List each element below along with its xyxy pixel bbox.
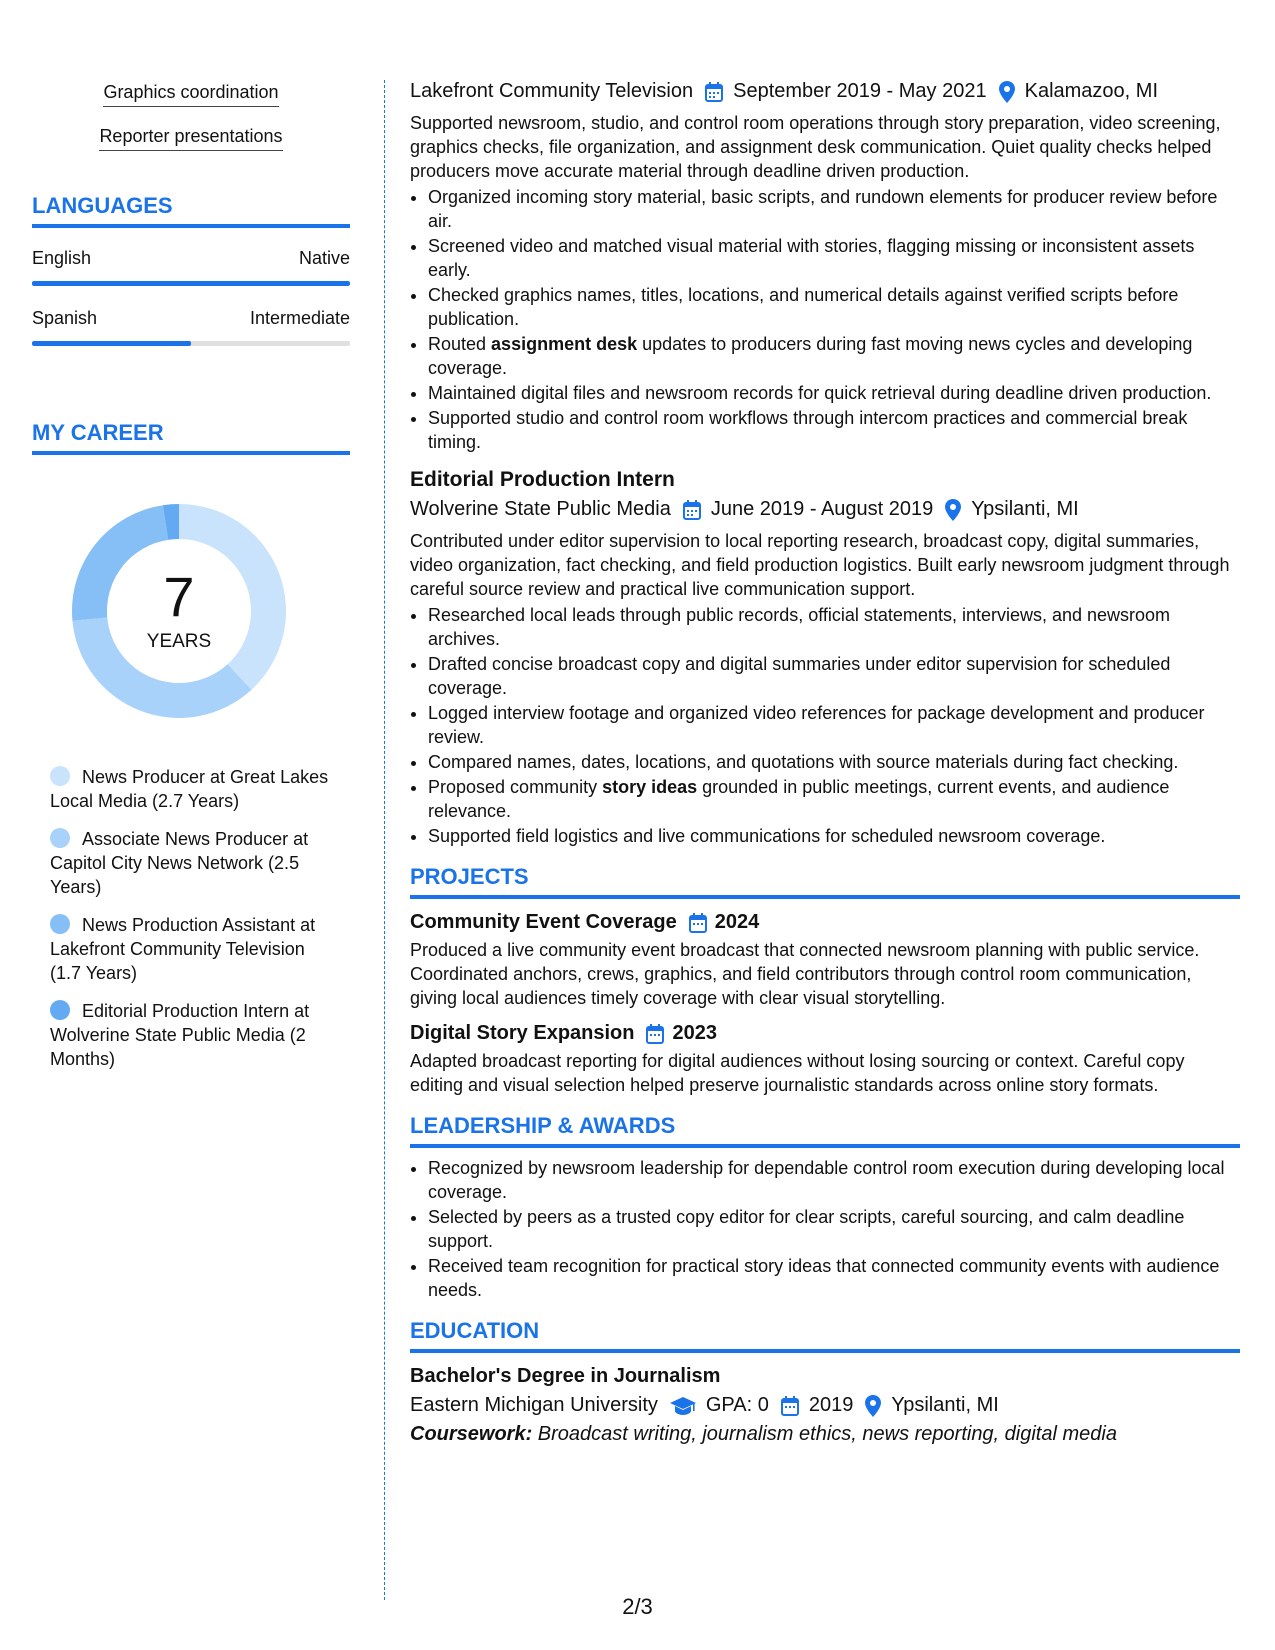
bullet-text: Proposed community — [428, 777, 603, 797]
job-summary: Contributed under editor supervision to local reporting research, broadcast copy, digital summaries, video organization, fact checking, and field production logistics. Built early newsroom judgment through careful source review and practical live communication support. — [410, 531, 1230, 599]
legend-item — [50, 913, 330, 985]
project-description: Produced a live community event broadcast that connected newsroom planning with public service. Coordinated anchors, crews, graphics, and field contributors through control room communication, giving local audiences timely coverage with clear visual storytelling. — [410, 940, 1200, 1008]
language-bar-fill — [32, 341, 191, 346]
job-bullet: • Compared names, dates, locations, and quotations with source materials during fact checking. — [428, 750, 1240, 774]
job-dates: June 2019 - August 2019 — [710, 498, 934, 520]
language-english — [32, 248, 350, 286]
skill-tag — [32, 82, 350, 107]
language-spanish — [32, 308, 350, 346]
project-name: Digital Story Expansion — [410, 1022, 635, 1044]
legend-item — [50, 827, 330, 899]
legend-label: News Producer at Great Lakes Local Media (2.7 Years) — [50, 767, 329, 811]
company-name: Lakefront Community Television — [410, 80, 694, 102]
award-bullet: • Selected by peers as a trusted copy editor for clear scripts, careful sourcing, and calm deadline support. — [428, 1205, 1240, 1253]
legend-item — [50, 999, 330, 1071]
education-heading: EDUCATION — [410, 1318, 1240, 1353]
job-bullet — [428, 775, 1240, 823]
language-bar-fill — [32, 281, 350, 286]
career-unit: YEARS — [146, 631, 212, 652]
career-total: 7 — [163, 565, 195, 628]
sidebar — [32, 82, 350, 1085]
job-bullet: • Researched local leads through public records, official statements, interviews, and newsroom archives. — [428, 603, 1240, 651]
school-location: Ypsilanti, MI — [891, 1394, 999, 1416]
job-bullet: • Supported studio and control room workflows through intercom practices and commercial break timing. — [428, 406, 1240, 454]
legend-label: Editorial Production Intern at Wolverine State Public Media (2 Months) — [50, 1001, 310, 1069]
gpa: GPA: 0 — [705, 1394, 769, 1416]
projects-heading: PROJECTS — [410, 864, 1240, 899]
job-bullet: • Organized incoming story material, basic scripts, and rundown elements for producer review before air. — [428, 185, 1240, 233]
legend-dot — [50, 1000, 70, 1020]
project-entry — [410, 911, 1240, 1010]
language-bar — [32, 341, 350, 346]
legend-dot — [50, 766, 70, 786]
languages-heading: LANGUAGES — [32, 193, 350, 228]
coursework — [410, 1423, 1240, 1446]
job-bullet: • Checked graphics names, titles, locations, and numerical details against verified scripts before publication. — [428, 283, 1240, 331]
education-entry — [410, 1365, 1240, 1446]
calendar-icon — [689, 913, 707, 933]
bullet-bold-text: assignment desk — [491, 334, 638, 354]
legend-dot — [50, 828, 70, 848]
coursework-label: Coursework: — [410, 1423, 533, 1445]
location-pin-icon — [865, 1395, 881, 1417]
skill-tag — [32, 126, 350, 151]
project-description: Adapted broadcast reporting for digital audiences without losing sourcing or context. Careful copy editing and visual selection helped preserve journalistic standards across online story formats. — [410, 1051, 1185, 1095]
skill-label: Graphics coordination — [103, 82, 278, 107]
job-bullet: • Drafted concise broadcast copy and digital summaries under editor supervision for scheduled coverage. — [428, 652, 1240, 700]
job-bullet: • Logged interview footage and organized video references for package development and producer review. — [428, 701, 1240, 749]
project-entry — [410, 1022, 1240, 1097]
job-location: Ypsilanti, MI — [971, 498, 1079, 520]
experience-entry — [410, 80, 1240, 454]
job-dates: September 2019 - May 2021 — [733, 80, 987, 102]
legend-item — [50, 765, 330, 813]
bullet-text: Routed — [428, 334, 492, 354]
language-bar — [32, 281, 350, 286]
job-bullet — [428, 332, 1240, 380]
skill-label: Reporter presentations — [99, 126, 282, 151]
experience-entry — [410, 468, 1240, 848]
column-divider — [384, 80, 385, 1600]
award-bullet: • Received team recognition for practical story ideas that connected community events with audience needs. — [428, 1254, 1240, 1302]
graduation-cap-icon — [670, 1397, 696, 1415]
award-bullet: • Recognized by newsroom leadership for dependable control room execution during developing local coverage. — [428, 1156, 1240, 1204]
main-content — [410, 80, 1240, 1446]
page-number: 2/3 — [622, 1594, 653, 1619]
project-year: 2023 — [672, 1022, 717, 1044]
language-level: Native — [298, 248, 350, 268]
legend-dot — [50, 914, 70, 934]
job-title: Editorial Production Intern — [410, 468, 675, 491]
calendar-icon — [646, 1024, 664, 1044]
bullet-text: updates to producers during fast moving news cycles and developing coverage. — [428, 334, 1193, 378]
legend-label: Associate News Producer at Capitol City News Network (2.5 Years) — [50, 829, 309, 897]
legend-label: News Production Assistant at Lakefront Community Television (1.7 Years) — [50, 915, 316, 983]
job-bullets — [410, 185, 1240, 454]
career-heading: MY CAREER — [32, 420, 350, 455]
job-location: Kalamazoo, MI — [1024, 80, 1158, 102]
job-bullet: • Supported field logistics and live communications for scheduled newsroom coverage. — [428, 824, 1240, 848]
location-pin-icon — [999, 81, 1015, 103]
leadership-heading: LEADERSHIP & AWARDS — [410, 1113, 1240, 1148]
language-level: Intermediate — [249, 308, 350, 328]
calendar-icon — [781, 1396, 799, 1416]
location-pin-icon — [945, 499, 961, 521]
project-year: 2024 — [714, 911, 760, 933]
language-name: English — [32, 248, 92, 268]
bullet-bold-text: story ideas — [602, 777, 698, 797]
school-name: Eastern Michigan University — [410, 1394, 658, 1416]
job-bullet: • Maintained digital files and newsroom records for quick retrieval during deadline driven production. — [428, 381, 1240, 405]
graduation-year: 2019 — [808, 1394, 854, 1416]
degree-name: Bachelor's Degree in Journalism — [410, 1365, 721, 1387]
calendar-icon — [683, 500, 701, 520]
career-donut — [65, 497, 293, 725]
coursework-text: Broadcast writing, journalism ethics, news reporting, digital media — [532, 1423, 1117, 1445]
career-legend — [50, 765, 330, 1071]
calendar-icon — [705, 82, 723, 102]
language-name: Spanish — [32, 308, 98, 328]
job-summary: Supported newsroom, studio, and control room operations through story preparation, video screening, graphics checks, file organization, and assignment desk communication. Quiet quality checks helped producers move accurate material through deadline driven production. — [410, 113, 1221, 181]
job-bullet: • Screened video and matched visual material with stories, flagging missing or inconsistent assets early. — [428, 234, 1240, 282]
project-name: Community Event Coverage — [410, 911, 677, 933]
bullet-text: grounded in public meetings, current events, and audience relevance. — [428, 777, 1170, 821]
company-name: Wolverine State Public Media — [410, 498, 671, 520]
leadership-bullets — [410, 1156, 1240, 1302]
job-bullets — [410, 603, 1240, 848]
